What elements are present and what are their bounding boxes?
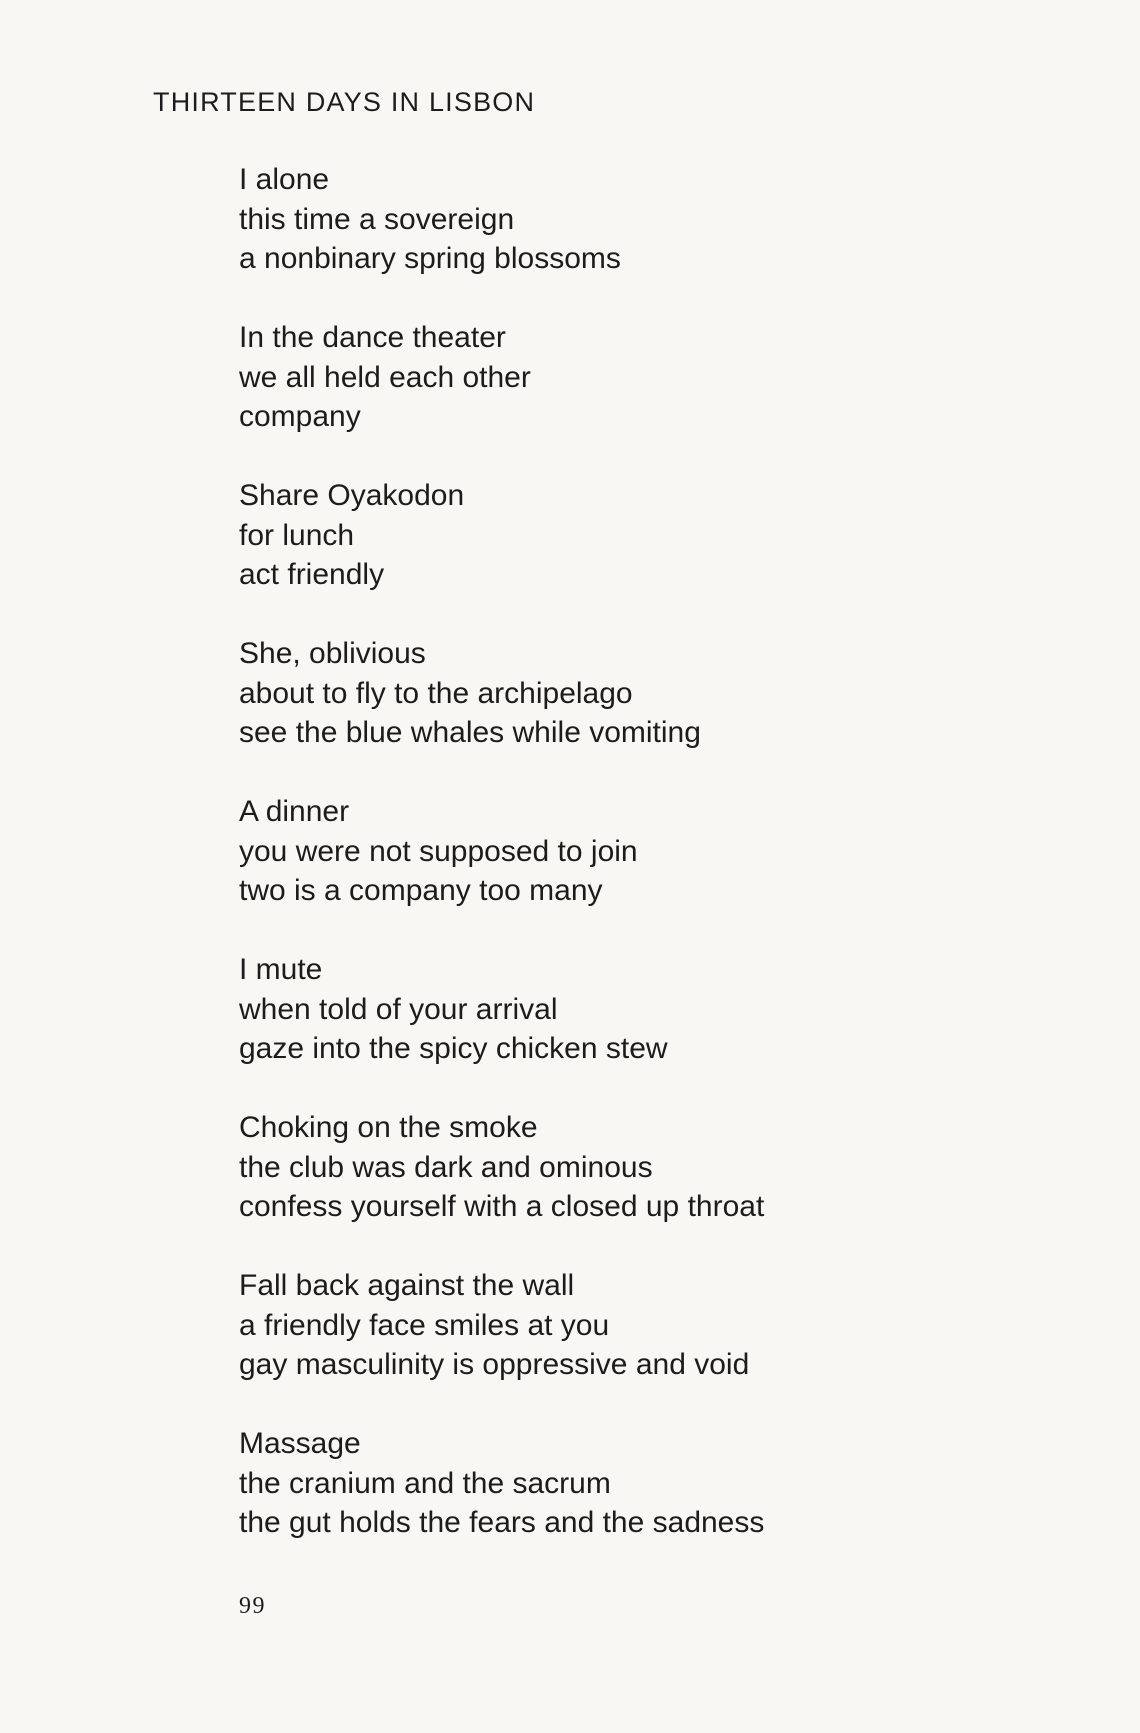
poem-line: Massage [239,1427,361,1460]
poem-line: the club was dark and ominous [239,1150,653,1184]
poem-line: A dinner [239,795,350,828]
poem-line: for lunch [239,518,355,552]
stanza [239,476,1099,634]
poem-line: Fall back against the wall [239,1269,575,1302]
poem-line: In the dance theater [239,321,506,354]
poem-line: act friendly [239,558,385,592]
poem-line: the gut holds the fears and the sadness [239,1506,765,1540]
running-head: THIRTEEN DAYS IN LISBON [153,87,536,117]
poem [239,160,1099,1582]
poem-line: about to fly to the archipelago [239,676,633,710]
poem-line: we all held each other [239,360,531,394]
poem-line: I alone [239,163,330,196]
stanza [239,1108,1099,1266]
poem-line: She, oblivious [239,637,426,670]
poem-line: gaze into the spicy chicken stew [239,1032,668,1066]
poem-line: company [239,400,361,434]
stanza [239,634,1099,792]
poem-line: gay masculinity is oppressive and void [239,1348,750,1382]
poem-line: Share Oyakodon [239,479,465,512]
poem-line: a friendly face smiles at you [239,1308,610,1342]
poem-line: when told of your arrival [239,992,558,1026]
stanza [239,318,1099,476]
stanza [239,1424,1099,1582]
poem-line: confess yourself with a closed up throat [239,1190,765,1224]
stanza [239,1266,1099,1424]
poem-line: this time a sovereign [239,202,515,236]
poem-line: the cranium and the sacrum [239,1466,611,1500]
poem-line: a nonbinary spring blossoms [239,242,621,276]
stanza [239,792,1099,950]
stanza [239,950,1099,1108]
poem-line: you were not supposed to join [239,834,638,868]
stanza [239,160,1099,318]
poem-line: see the blue whales while vomiting [239,716,701,750]
poem-line: Choking on the smoke [239,1111,538,1144]
page-number: 99 [239,1593,266,1619]
poem-line: two is a company too many [239,874,603,908]
poem-line: I mute [239,953,323,986]
